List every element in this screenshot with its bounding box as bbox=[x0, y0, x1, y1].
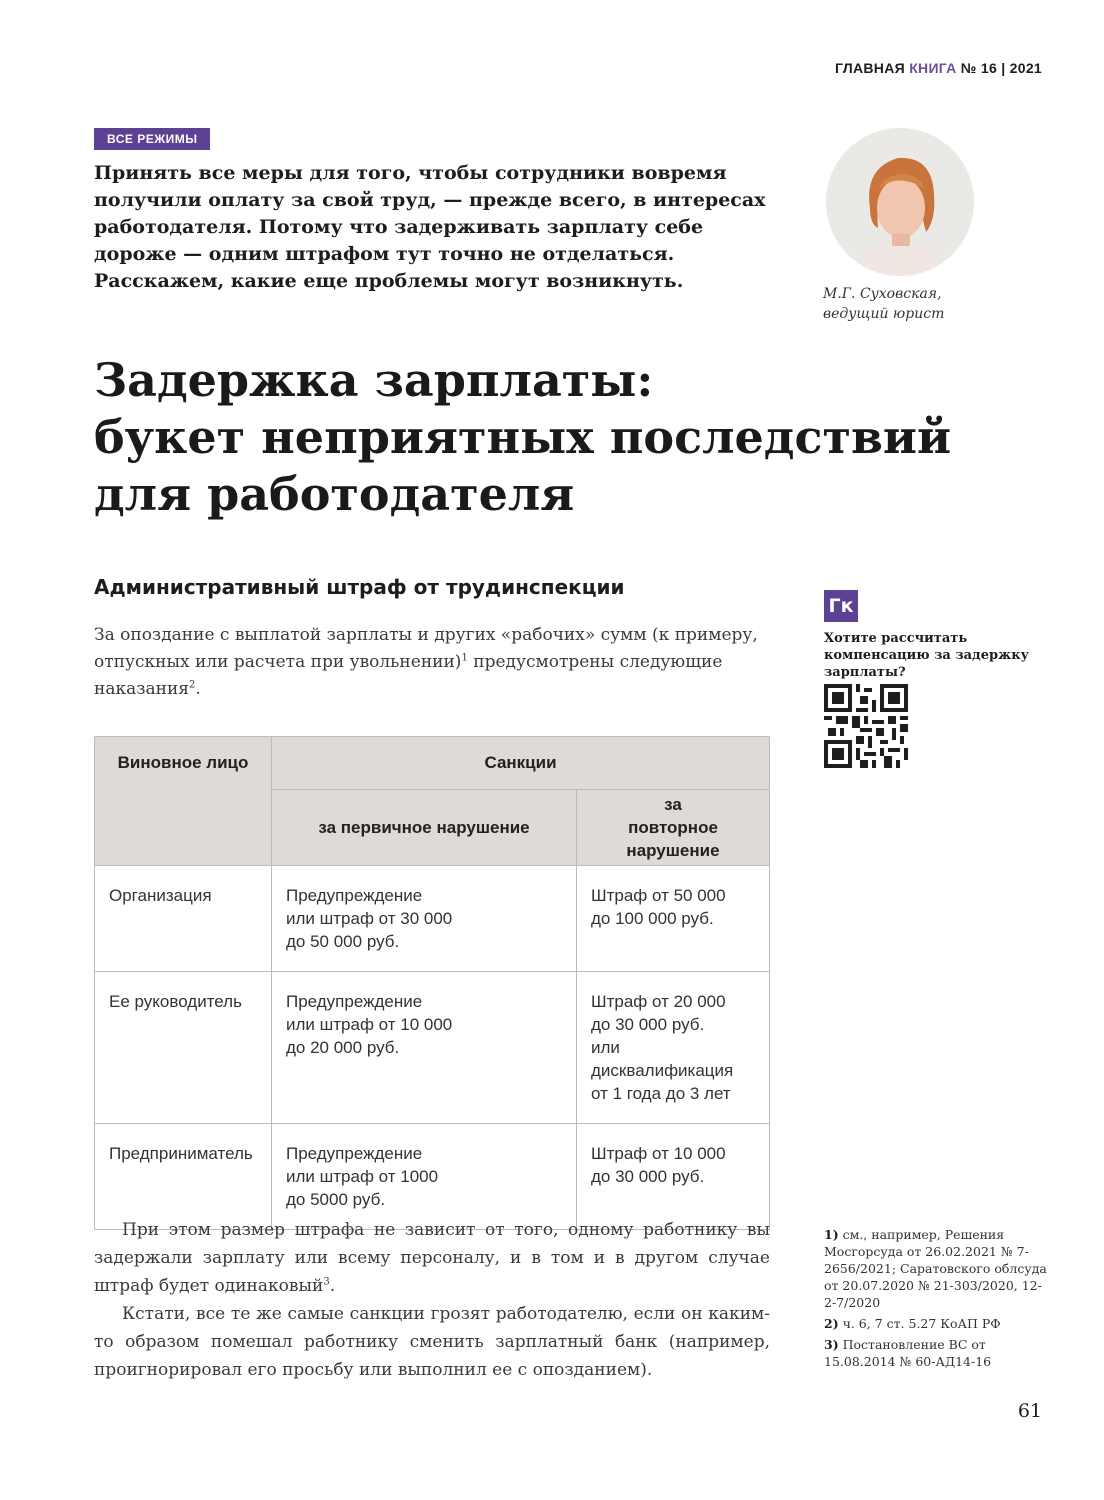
intro-paragraph bbox=[94, 622, 770, 703]
cell-repeat: Штраф от 20 000 до 30 000 руб. или дисквалификация от 1 года до 3 лет bbox=[577, 972, 770, 1124]
footnote-number: 3) bbox=[824, 1337, 839, 1352]
intro-part1: За опоздание с выплатой зарплаты и других «рабочих» сумм (к примеру, отпускных или расчета при увольнении) bbox=[94, 625, 758, 672]
title-line2: букет неприятных последствий bbox=[94, 410, 952, 464]
table-row bbox=[95, 972, 770, 1124]
column-header-first: за первичное нарушение bbox=[272, 790, 577, 866]
cell-first: Предупреждение или штраф от 1000 до 5000 руб. bbox=[272, 1124, 577, 1230]
cell-subject: Предприниматель bbox=[95, 1124, 272, 1230]
sanctions-table bbox=[94, 736, 770, 1230]
column-header-subject: Виновное лицо bbox=[95, 737, 272, 866]
footnote-item bbox=[824, 1226, 1054, 1311]
table-row bbox=[95, 1124, 770, 1230]
sidebar-question: Хотите рассчитать компенсацию за задержку зарплаты? bbox=[824, 631, 1029, 680]
intro-part2: предусмотрены следующие наказания bbox=[94, 652, 723, 699]
body-p1-text: При этом размер штрафа не зависит от того, одному работнику вы задержали зарплату или всему персоналу, и в том и в другом случае штраф будет одинаковый bbox=[94, 1220, 770, 1296]
column-header-sanctions: Санкции bbox=[272, 737, 770, 790]
footnote-ref-1: 1 bbox=[461, 652, 468, 664]
author-name: М.Г. Суховская, bbox=[823, 286, 942, 302]
author-portrait-icon bbox=[826, 128, 974, 276]
author-photo bbox=[826, 128, 974, 276]
brand-part1: ГЛАВНАЯ bbox=[834, 60, 905, 76]
footnote-number: 1) bbox=[824, 1227, 839, 1242]
body-p1-end: . bbox=[329, 1276, 336, 1296]
qr-code-icon[interactable] bbox=[824, 684, 908, 768]
footnote-text: см., например, Решения Мосгорсуда от 26.02.2021 № 7-2656/2021; Саратовского облсуда от 20.07.2020 № 21-303/2020, 12-2-7/2020 bbox=[824, 1227, 1047, 1310]
section-heading: Административный штраф от трудинспекции bbox=[94, 575, 625, 599]
brand-part2: КНИГА bbox=[909, 60, 957, 76]
footnote-text: ч. 6, 7 ст. 5.27 КоАП РФ bbox=[838, 1316, 1001, 1331]
body-text bbox=[94, 1216, 770, 1384]
body-paragraph-2: Кстати, все те же самые санкции грозят работодателю, если он каким-то образом помешал работнику сменить зарплатный банк (например, проигнорировал его просьбу или выполнил ее с опозданием). bbox=[94, 1304, 770, 1380]
footnote-ref-3: 3 bbox=[323, 1276, 330, 1288]
intro-part3: . bbox=[195, 679, 201, 699]
footnote-item bbox=[824, 1315, 1054, 1332]
title-line3: для работодателя bbox=[94, 467, 575, 521]
footnote-ref-2: 2 bbox=[189, 679, 196, 691]
cell-first: Предупреждение или штраф от 10 000 до 20 000 руб. bbox=[272, 972, 577, 1124]
author-caption bbox=[823, 284, 944, 324]
article-title bbox=[94, 352, 994, 523]
lead-paragraph: Принять все меры для того, чтобы сотрудники вовремя получили оплату за свой труд, — прежде всего, в интересах работодателя. Потому что задерживать зарплату себе дороже — одним штрафом тут точно не отделаться. Расскажем, какие еще проблемы могут возникнуть. bbox=[94, 162, 766, 292]
column-header-repeat: за повторное нарушение bbox=[577, 790, 770, 866]
page-number: 61 bbox=[1017, 1400, 1042, 1422]
cell-repeat: Штраф от 50 000 до 100 000 руб. bbox=[577, 866, 770, 972]
masthead bbox=[835, 60, 1042, 76]
body-paragraph-1 bbox=[94, 1216, 770, 1300]
footnotes bbox=[824, 1226, 1054, 1374]
table-row bbox=[95, 866, 770, 972]
cell-subject: Организация bbox=[95, 866, 272, 972]
issue-number: № 16 | 2021 bbox=[960, 60, 1042, 76]
category-badge: ВСЕ РЕЖИМЫ bbox=[94, 128, 210, 150]
title-line1: Задержка зарплаты: bbox=[94, 353, 654, 407]
footnote-number: 2) bbox=[824, 1316, 839, 1331]
cell-subject: Ее руководитель bbox=[95, 972, 272, 1124]
footnote-item bbox=[824, 1336, 1054, 1370]
cell-first: Предупреждение или штраф от 30 000 до 50 000 руб. bbox=[272, 866, 577, 972]
author-role: ведущий юрист bbox=[823, 306, 945, 322]
footnote-text: Постановление ВС от 15.08.2014 № 60-АД14-16 bbox=[824, 1337, 992, 1369]
cell-repeat: Штраф от 10 000 до 30 000 руб. bbox=[577, 1124, 770, 1230]
gk-logo-icon: Гк bbox=[824, 590, 858, 622]
